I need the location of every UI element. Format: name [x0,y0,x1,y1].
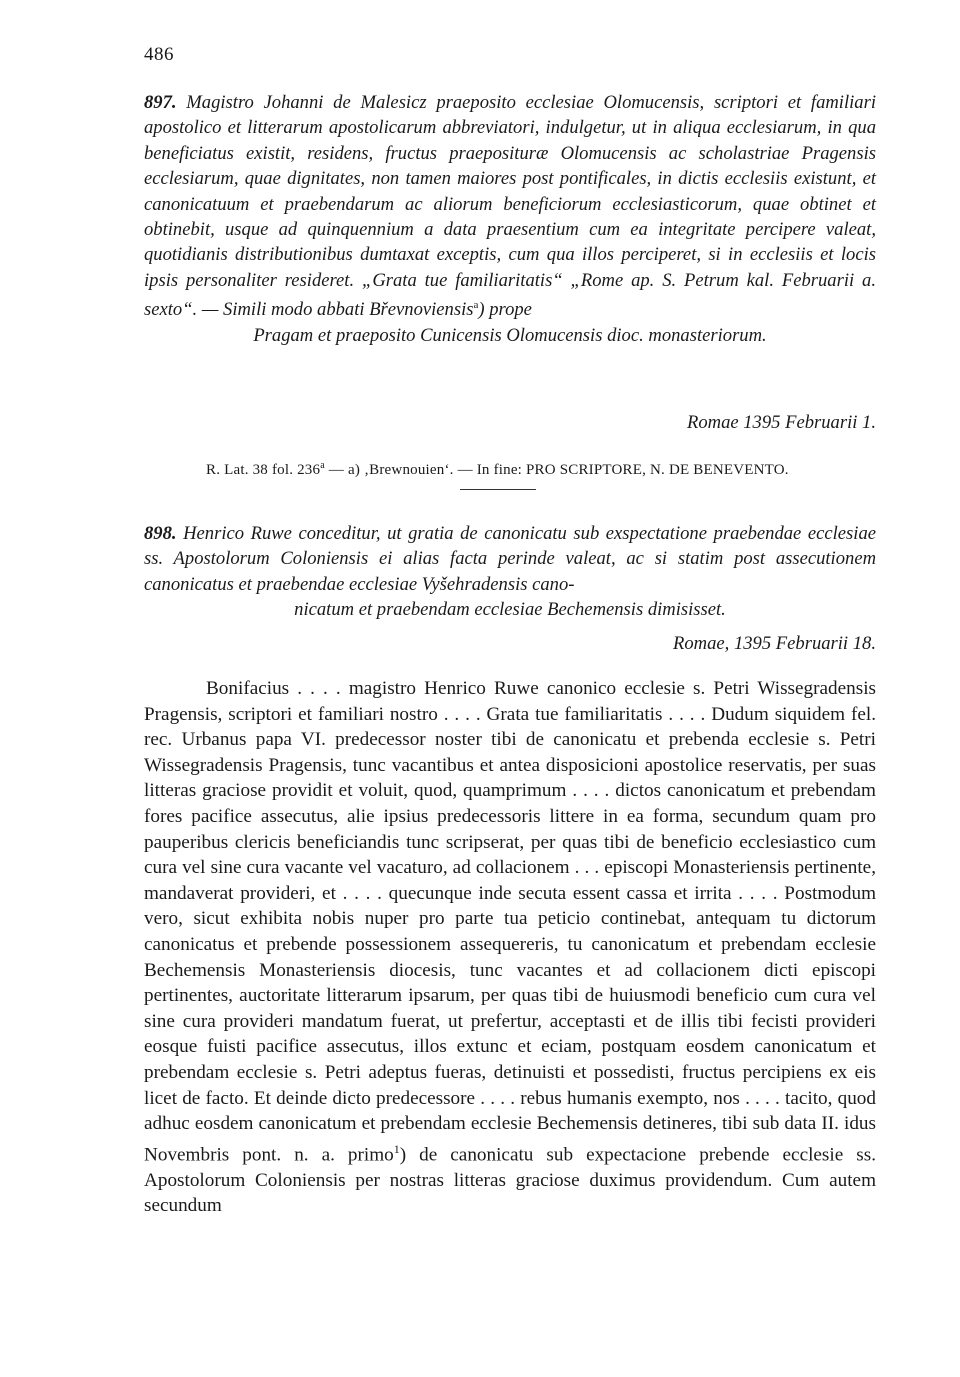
regest-text: Magistro Johanni de Malesicz praeposito ecclesiae Olomucensis, scriptori et familiari apostolico et litterarum apostolicarum abbreviatori, indulgetur, ut in aliqua ecclesiarum, in qua beneficiatus existit, residens, fructus praeposituræ Olomucensis ac scholastriae Pragensis ecclesiarum, quae dignitates, non tamen maiores post pontificales, in dictis ecclesiis existunt, et canonicatuum et praebendarum ac aliorum beneficiorum ecclesiasticorum, quae obtinet et obtinebit, usque ad quinquennium a data praesentium cum ea integritate percipere valeat, quotidianis distributionibus dumtaxat exceptis, cum qua illos perciperet, si in ecclesiis et locis ipsis personaliter resideret. „Grata tue familiaritatis“ „Rome ap. S. Petrum kal. Februarii a. sexto“. — Simili modo abbati Břevnoviensis [144,92,876,321]
entry-898-dateline: Romae, 1395 Februarii 18. [673,633,876,654]
document-body [144,676,876,1219]
entry-897-source-note [144,455,876,481]
body-text-cont: ) de canonicatu sub expectacione prebende ecclesie ss. Apostolorum Coloniensis per nostras litteras graciose duximus providendum. Cum autem secundum [144,1144,876,1217]
entry-898-regest [144,521,876,623]
entry-number: 897. [144,92,177,113]
regest-text: Henrico Ruwe conceditur, ut gratia de canonicatu sub exspectatione praebendae ecclesiae ss. Apostolorum Coloniensis ei alias facta perinde valeat, ac si statim post assecutionem canonicatus et praebendae ecclesiae Vyšehradensis cano- [144,523,876,595]
regest-text-cont: ) prope [478,299,532,321]
body-text: Bonifacius . . . . magistro Henrico Ruwe canonico ecclesie s. Petri Wissegradensis Pragensis, scriptori et familiari nostro . . . . Grata tue familiaritatis . . . . Dudum siquidem fel. rec. Urbanus papa VI. predecessor noster tibi de canonicatu et prebenda ecclesie s. Petri Wissegradensis Pragensis, tunc vacantibus et antea disposicioni apostolice reservatis, per suas litteras graciose providit et voluit, quod, quamprimum . . . . dictos canonicatum et prebendam fores pacifice assecutus, alie ipsius predecessoris littere in ea forma, secundum quam pro pauperibus clericis beneficiandis tunc scripserat, per quas tibi de beneficio ecclesiastico cum cura vel sine cura vacante vel vacaturo, ad collacionem . . . episcopi Monasteriensis pertinente, mandaverat provideri, et . . . . quecunque inde secuta essent cassa et irrita . . . . Postmodum vero, sicut exhibita nobis nuper pro parte tua peticio continebat, antequam tu dictorum canonicatus et prebende possessionem assequereris, tu canonicatum et prebendam ecclesie Bechemensis Monasteriensis diocesis, tunc vacantes et ad collacionem dicti episcopi pertinentes, auctoritate litterarum ipsarum, per quas tibi de huiusmodi beneficio cum cura vel sine cura provideri mandatum fuerat, ut prefertur, acceptasti et de illis tibi fecisti provideri eosque fuisti pacifice assecutus, illos extunc et eciam, postquam eosdem canonicatum et prebendam ecclesie s. Petri adeptus fueras, detinuisti et possedisti, fructus percipiens ex eis licet de facto. Et deinde dicto predecessore . . . . rebus humanis exempto, nos . . . . tacito, quod adhuc eosdem canonicatum et prebendam ecclesie Bechemensis detineres, tibi sub data II. idus Novembris pont. n. a. primo [144,678,876,1166]
footnote-marker: a [473,299,479,312]
entry-897-regest [144,90,876,348]
entry-897-dateline: Romae 1395 Februarii 1. [686,412,876,433]
page-number: 486 [144,44,174,65]
note-text: — a) ‚Brewnouien‘. — In fine: PRO SCRIPTORE, N. DE BENEVENTO. [324,462,789,478]
footnote-marker: 1 [393,1141,400,1156]
regest-last-line: Pragam et praeposito Cunicensis Olomucensis dioc. monasteriorum. [253,324,767,346]
note-reference: R. Lat. 38 fol. 236 [206,462,321,478]
section-divider [460,489,536,490]
note-marker: a [320,460,325,471]
regest-last-line: nicatum et praebendam ecclesiae Bechemensis dimisisset. [294,599,726,621]
entry-number: 898. [144,523,177,544]
